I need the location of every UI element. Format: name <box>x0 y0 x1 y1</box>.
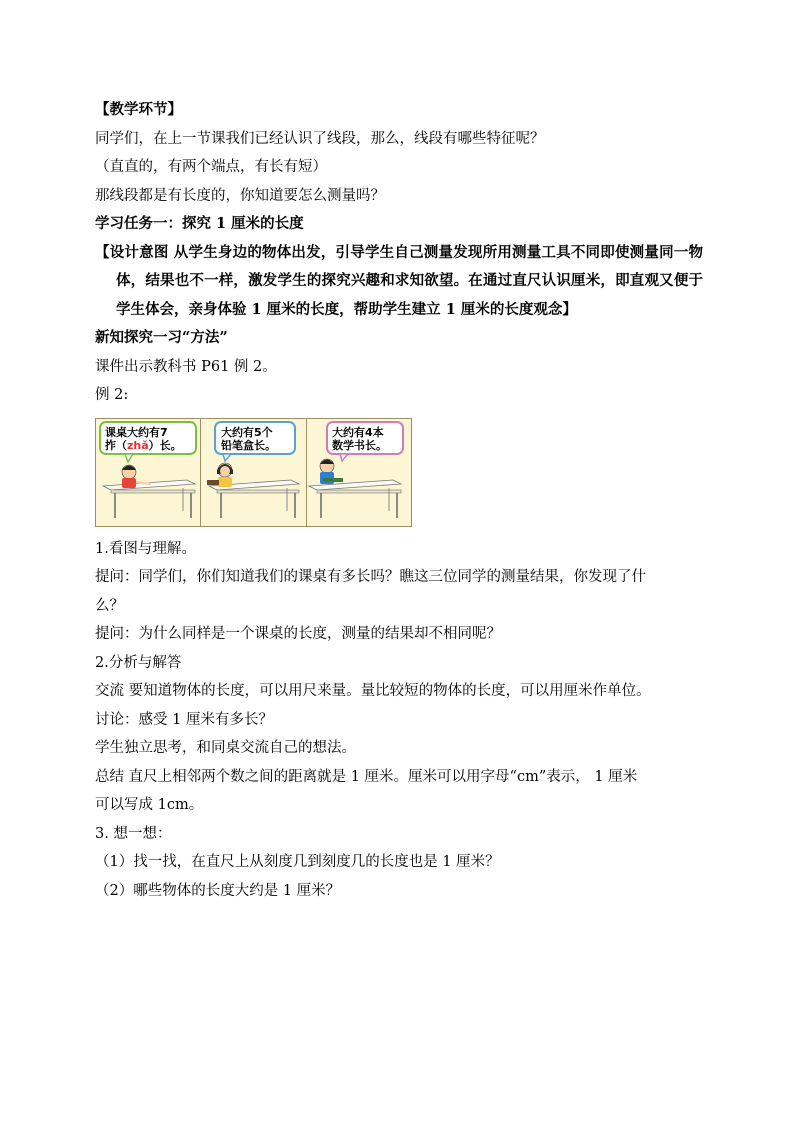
intro-question: 同学们，在上一节课我们已经认识了线段，那么，线段有哪些特征呢？ <box>95 130 545 147</box>
bubble3-line1: 大约有4本 <box>332 425 384 439</box>
step1-question1-line1: 提问：同学们，你们知道我们的课桌有多长吗？瞧这三位同学的测量结果，你发现了什 <box>95 569 646 585</box>
step1-title: 1.看图与理解。 <box>95 540 196 557</box>
think-item-2: （2）哪些物体的长度大约是 1 厘米？ <box>95 882 341 899</box>
bubble1-pinyin: zhǎ <box>127 438 149 452</box>
discuss-line: 讨论：感受 1 厘米有多长？ <box>95 711 273 728</box>
courseware-line: 课件出示教科书 P61 例 2。 <box>95 358 277 375</box>
bubble1-line1: 课桌大约有7 <box>105 425 168 439</box>
summary-line2: 可以写成 1cm。 <box>95 797 204 813</box>
bubble1-line2a: 拃（ <box>105 438 127 452</box>
new-knowledge-heading: 新知探究一习“方法” <box>95 329 228 346</box>
intro-answer: （直直的，有两个端点，有长有短） <box>95 159 327 175</box>
step1-question1-line2: 么？ <box>95 597 124 614</box>
independent-line: 学生独立思考，和同桌交流自己的想法。 <box>95 740 356 756</box>
bubble1-line2b: ）长。 <box>148 438 182 452</box>
document-page <box>95 96 703 905</box>
design-intent: 【设计意图 从学生身边的物体出发，引导学生自己测量发现所用测量工具不同即使测量同一物体，结果也不一样，激发学生的探究兴趣和求知欲望。在通过直尺认识厘米，即直观又便于学生体会，亲身体验 1 厘米的长度，帮助学生建立 1 厘米的长度观念】 <box>95 243 703 318</box>
example-label: 例 2: <box>95 387 129 403</box>
step3-title: 3. 想一想： <box>95 825 172 842</box>
bubble1-line2 <box>105 438 182 452</box>
illustration-svg <box>95 418 412 527</box>
bubble2-line1: 大约有5个 <box>221 425 273 439</box>
think-item-1: （1）找一找，在直尺上从刻度几到刻度几的长度也是 1 厘米？ <box>95 854 500 870</box>
bubble3-line2: 数学书长。 <box>332 438 387 452</box>
bubble2-line2: 铅笔盒长。 <box>221 438 276 452</box>
section-heading: 【教学环节】 <box>95 101 182 118</box>
task1-title: 学习任务一：探究 1 厘米的长度 <box>95 215 304 232</box>
summary-line1: 总结 直尺上相邻两个数之间的距离就是 1 厘米。厘米可以用字母“cm”表示， 1 厘米 <box>95 768 638 785</box>
step2-title: 2.分析与解答 <box>95 654 182 671</box>
example-illustration <box>95 418 412 527</box>
intro-question-2: 那线段都是有长度的，你知道要怎么测量吗？ <box>95 187 385 204</box>
exchange-line: 交流 要知道物体的长度，可以用尺来量。量比较短的物体的长度，可以用厘米作单位。 <box>95 683 651 699</box>
step1-question2: 提问：为什么同样是一个课桌的长度，测量的结果却不相同呢？ <box>95 626 501 642</box>
